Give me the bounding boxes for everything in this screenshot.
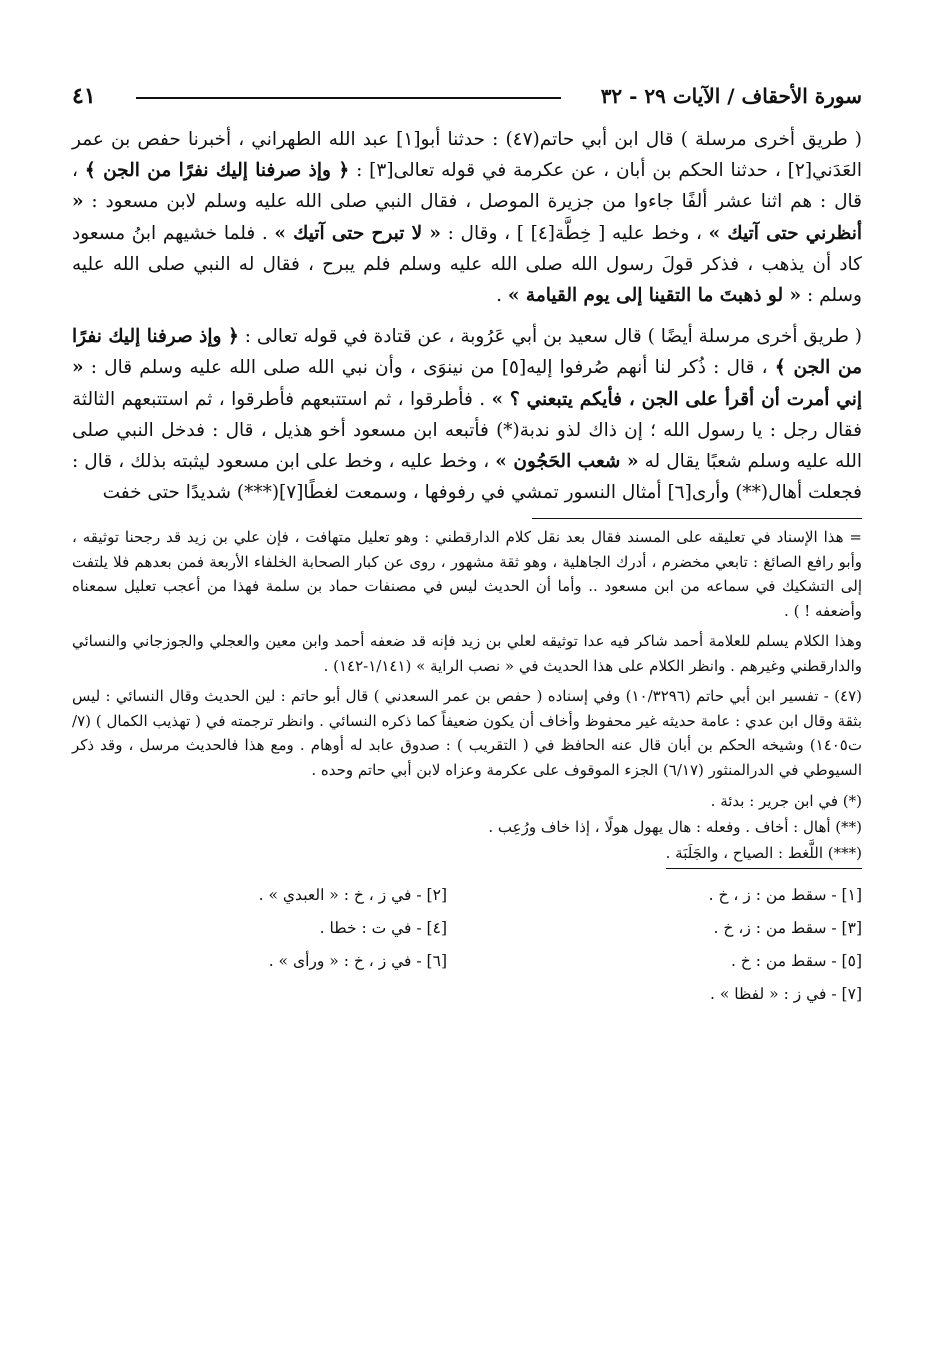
- variant-note: [٥] - سقط من : خ .: [730, 952, 862, 971]
- hadith-quote: « إني أمرت أن أقرأ على الجن ، فأيكم يتبعني ؟ »: [72, 357, 862, 410]
- segment: . فأطرقوا ، ثم استتبعهم فأطرقوا ، ثم استتبعهم الثالثة فقال رجل : يا رسول الله ؛ إن ذاك لذو ندبة(*) فأتبعه ابن مسعود أخو هذيل ، قال : فدخل النبي صلى الله عليه وسلم شعبًا يقال له: [72, 388, 862, 473]
- hadith-quote: « أنظرني حتى آتيك »: [72, 191, 863, 244]
- glossary-notes: [72, 788, 862, 869]
- footnote-47: (٤٧) - تفسير ابن أبي حاتم (١٠/٣٢٩٦) وفي إسناده ( حفص بن عمر السعدني ) قال أبو حاتم : لين الحديث وقال النسائي : ليس بثقة وقال ابن عدي : عامة حديثه غير محفوظ وأخاف أن يكون ضعيفاً كما ذكره النسائي . وانظر ترجمته في ( تهذيب الكمال ) (٧/ت١٤٠٥) وشيخه الحكم بن أبان قال عنه الحافظ في ( التقريب ) : صدوق عابد له أوهام . ومع هذا فالحديث مرسل ، وقد ذكر السيوطي في الدرالمنثور (٦/١٧) الجزء الموقوف على عكرمة وعزاه لابن أبي حاتم وحده .: [72, 687, 862, 779]
- quran-quote: ﴿ وإذ صرفنا إليك نفرًا من الجن ﴾: [84, 160, 350, 182]
- place-name: « شعب الحَجُون »: [495, 451, 639, 473]
- segment: ( طريق أخرى مرسلة أيضًا ) قال سعيد بن أبي عَرُوبة ، عن قتادة في قوله تعالى :: [238, 326, 863, 348]
- variant-note: [٤] - في ت : خطا .: [319, 919, 447, 938]
- header-rule: [136, 97, 561, 99]
- variant-note: [١] - سقط من : ز ، خ .: [708, 886, 862, 905]
- quran-quote: ﴿ وإذ صرفنا إليك نفرًا من الجن ﴾: [72, 326, 863, 379]
- footnote-separator: [532, 518, 862, 519]
- glossary-note: (*) في ابن جرير : بدئة .: [710, 792, 862, 811]
- paragraph-2: [72, 321, 862, 508]
- segment: .: [496, 285, 508, 307]
- segment: ، قال : هم اثنا عشر ألفًا جاءوا من جزيرة الموصل ، فقال النبي صلى الله عليه وسلم لابن مسعود :: [72, 160, 862, 213]
- variant-note: [٧] - في ز : « لفظا » .: [709, 985, 862, 1004]
- segment: ، وخط عليه ، وخط على ابن مسعود ليثبته بذلك ، قال : فجعلت أهال(**) وأرى[٦] أمثال النسور تمشي في رفوفها ، وسمعت لغطًا[٧](***) شديدًا حتى خفت: [72, 451, 862, 504]
- variant-note: [٣] - سقط من : ز، خ .: [713, 919, 862, 938]
- main-text: [72, 124, 862, 508]
- segment: ( طريق أخرى مرسلة ) قال ابن أبي حاتم(٤٧) : حدثنا أبو[١] عبد الله الطهراني ، أخبرنا حفص بن عمر العَدَني[٢] ، حدثنا الحكم بن أبان ، عن عكرمة في قوله تعالى[٣] :: [72, 129, 863, 182]
- glossary-note: (**) أهال : أخاف . وفعله : هال يهول هولًا ، إذا خاف ورُعِب .: [488, 818, 862, 837]
- hadith-quote: « لو ذهبتَ ما التقينا إلى يوم القيامة »: [507, 285, 802, 307]
- segment: ، قال : ذُكر لنا أنهم صُرفوا إليه[٥] من نينوَى ، وأن نبي الله صلى الله عليه وسلم قال :: [83, 357, 775, 379]
- variant-note: [٢] - في ز ، خ : « العبدي » .: [258, 886, 447, 905]
- manuscript-variants: [72, 879, 862, 1011]
- footnote-comment: وهذا الكلام يسلم للعلامة أحمد شاكر فيه عدا توثيقه لعلي بن زيد فإنه قد ضعفه أحمد وابن معين والعجلي والجوزجاني والنسائي والدارقطني وغيرهم . وانظر الكلام على هذا الحديث في « نصب الراية » (١/١٤١-١٤٢) .: [72, 632, 862, 675]
- footnotes: [72, 525, 862, 782]
- glossary-note: (***) اللَّغط : الصياح ، والجَلَبَة .: [666, 840, 862, 869]
- segment: . فلما خشيهم ابنُ مسعود كاد أن يذهب ، فذكر قولَ رسول الله صلى الله عليه وسلم فلم يبرح ، فقال له النبي صلى الله عليه وسلم :: [72, 222, 862, 307]
- footnote-continued: = هذا الإسناد في تعليقه على المسند فقال بعد نقل كلام الدارقطني : وهو تعليل متهافت ، فإن علي بن زيد قد رجحنا توثيقه ، وأبو رافع الصائغ : تابعي مخضرم ، أدرك الجاهلية ، وهو ثقة مشهور ، روى عن كبار الصحابة الخلفاء الأربعة فمن بعدهم فلا يلتفت إلى التشكيك في سماعه من ابن مسعود .. وأما أن الحديث ليس في مصنفات حماد بن سلمة فهذا من أعجب تعليل سمعناه وأضعفه ! ) .: [72, 528, 862, 620]
- running-header: [72, 78, 862, 114]
- hadith-quote: « لا تبرح حتى آتيك »: [274, 222, 441, 244]
- page: [72, 78, 862, 1317]
- paragraph-1: [72, 124, 862, 311]
- page-number: ٤١: [72, 83, 96, 109]
- segment: ، وخط عليه [ خِطَّة[٤] ] ، وقال :: [440, 222, 709, 244]
- chapter-title: سورة الأحقاف / الآيات ٢٩ - ٣٢: [600, 84, 862, 108]
- variant-note: [٦] - في ز ، خ : « ورأى » .: [268, 952, 447, 971]
